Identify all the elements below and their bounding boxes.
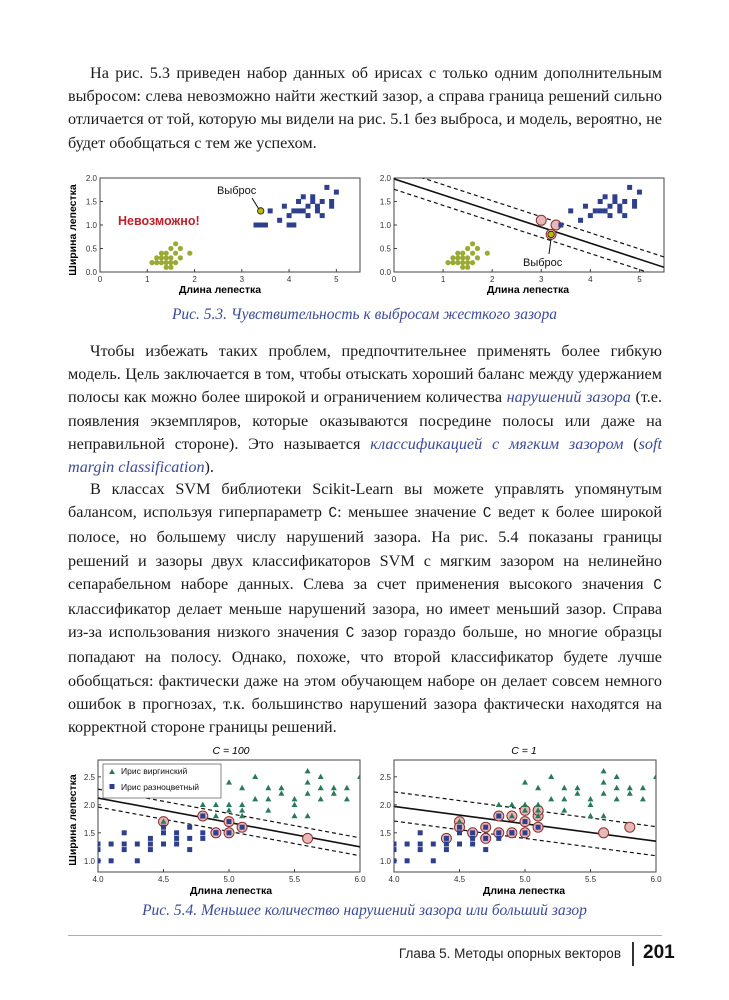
x-tick-label: 5.5 (584, 875, 597, 884)
term-soft-margin: классификацией с мягким зазором (370, 434, 624, 453)
outlier-annotation: Выброс (523, 257, 563, 269)
data-point (622, 199, 627, 204)
data-point (164, 251, 169, 256)
data-point (470, 260, 475, 265)
data-point (617, 208, 622, 213)
data-point (254, 223, 259, 228)
data-point (496, 836, 501, 841)
fig54-left-plot (84, 760, 366, 884)
data-point (334, 190, 339, 195)
paragraph-intro (68, 62, 662, 155)
data-point (161, 842, 166, 847)
data-point (122, 842, 127, 847)
data-point (173, 241, 178, 246)
data-point (598, 208, 603, 213)
data-point (122, 830, 127, 835)
data-point (159, 251, 164, 256)
data-point (418, 847, 423, 852)
footer-separator (632, 942, 634, 966)
data-point (164, 265, 169, 270)
data-point (296, 208, 301, 213)
paragraph-text: зазор гораздо больше, но многие образцы попадают на полосу. Однако, похоже, что второй классификатор будете лучше обобщаться: фактически даже на этом обучающем наборе он делает совсем немного ошибок в прогнозах, т.к. большинство нарушений зазора фактически находятся на корректной стороне границы решений. (68, 623, 662, 737)
data-point (301, 208, 306, 213)
paragraph-text: В классах SVM библиотеки Scikit-Learn вы можете управлять упомянутым балансом, используя гиперпараметр (68, 480, 662, 522)
data-point (291, 208, 296, 213)
paragraph-hyperparameter-c (68, 478, 662, 739)
data-point (418, 842, 423, 847)
data-point (460, 265, 465, 270)
data-point (200, 836, 205, 841)
x-tick-label: 3 (539, 275, 544, 284)
y-tick-label: 1.0 (379, 856, 391, 866)
data-point (568, 208, 573, 213)
data-point (460, 255, 465, 260)
data-point (154, 255, 159, 260)
data-point (135, 842, 140, 847)
data-point (168, 265, 173, 270)
x-tick-label: 4.5 (453, 875, 466, 884)
data-point (558, 223, 563, 228)
data-point (457, 842, 462, 847)
data-point (632, 199, 637, 204)
data-point (418, 830, 423, 835)
data-point (96, 842, 101, 847)
data-point (240, 825, 245, 830)
data-point (465, 255, 470, 260)
footer-chapter-title: Глава 5. Методы опорных векторов (398, 946, 621, 961)
data-point (483, 836, 488, 841)
data-point (536, 825, 541, 830)
data-point (109, 842, 114, 847)
data-point (450, 260, 455, 265)
fig54-x-axis-label-left: Длина лепестка (189, 885, 273, 897)
fig54-y-axis-label: Ширина лепестка (67, 774, 79, 866)
data-point (187, 836, 192, 841)
data-point (483, 825, 488, 830)
data-point (187, 825, 192, 830)
data-point (470, 836, 475, 841)
data-point (324, 185, 329, 190)
data-point (96, 858, 101, 863)
term-margin-violations: нарушений зазора (506, 388, 631, 407)
code-c: C (653, 577, 662, 594)
data-point (496, 814, 501, 819)
data-point (612, 199, 617, 204)
y-tick-label: 1.5 (83, 828, 95, 838)
data-point (135, 858, 140, 863)
data-point (178, 255, 183, 260)
data-point (431, 858, 436, 863)
x-tick-label: 1 (440, 275, 446, 284)
data-point (608, 204, 613, 209)
x-tick-label: 0 (97, 275, 103, 284)
data-point (268, 208, 273, 213)
paragraph-text: Чтобы избежать таких проблем, предпочтительнее применять более гибкую модель. Цель заключается в том, чтобы отыскать хороший баланс между удержанием полосы как можно более широкой и ограничением количества (68, 342, 662, 407)
x-tick-label: 5 (334, 275, 339, 284)
data-point (460, 260, 465, 265)
data-point (227, 819, 232, 824)
data-point (173, 251, 178, 256)
support-vector (303, 833, 313, 843)
figure-5-4-caption: Рис. 5.4. Меньшее количество нарушений зазора или больший зазор (142, 902, 587, 919)
impossible-annotation: Невозможно! (118, 214, 200, 228)
y-tick-label: 1.0 (379, 221, 391, 230)
data-point (187, 847, 192, 852)
data-point (263, 223, 268, 228)
x-tick-label: 0 (391, 275, 397, 284)
data-point (96, 847, 101, 852)
data-point (161, 825, 166, 830)
y-tick-label: 2.0 (379, 174, 391, 183)
data-point (315, 204, 320, 209)
data-point (310, 199, 315, 204)
fig53-x-axis-label-right: Длина лепестка (486, 284, 570, 296)
data-point (109, 858, 114, 863)
x-tick-label: 1 (145, 275, 150, 284)
data-point (431, 842, 436, 847)
paragraph-text: (т.е. появления экземпляров, которые оказываются посредине полосы или даже на неправильной стороне). Это называется (68, 388, 662, 453)
y-tick-label: 0.0 (379, 268, 391, 277)
data-point (632, 204, 637, 209)
data-point (291, 223, 296, 228)
data-point (465, 265, 470, 270)
x-tick-label: 4.0 (388, 875, 400, 884)
x-tick-label: 5 (637, 275, 642, 284)
legend-virginica-label: Ирис виргинский (121, 766, 188, 776)
data-point (329, 199, 334, 204)
y-tick-label: 0.5 (85, 244, 97, 254)
data-point (178, 246, 183, 251)
y-tick-label: 1.5 (379, 197, 391, 207)
page-number: 201 (643, 942, 675, 963)
data-point (174, 830, 179, 835)
data-point (405, 842, 410, 847)
paragraph-text: ). (204, 458, 214, 477)
data-point (578, 218, 583, 223)
figure-5-3 (0, 170, 729, 310)
y-tick-label: 2.0 (85, 174, 97, 183)
data-point (148, 836, 153, 841)
paragraph-text: На рис. 5.3 приведен набор данных об ирисах с только одним дополнительным выбросом: слева невозможно найти жесткий зазор, а справа граница решений сильно отличается от той, которую мы видели на рис. 5.1 без выброса, и модель, вероятно, не будет обобщаться с тем же успехом. (68, 64, 662, 152)
data-point (315, 208, 320, 213)
data-point (548, 231, 554, 237)
data-point (470, 251, 475, 256)
y-tick-label: 0.0 (85, 268, 97, 277)
data-point (310, 194, 315, 199)
figure-5-4 (0, 742, 729, 902)
data-point (444, 847, 449, 852)
y-tick-label: 1.5 (379, 828, 391, 838)
data-point (168, 246, 173, 251)
data-point (475, 255, 480, 260)
paragraph-soft-margin (68, 340, 662, 479)
data-point (287, 223, 292, 228)
data-point (485, 251, 490, 256)
term-soft-margin-en: soft margin classification (68, 434, 663, 477)
data-point (320, 199, 325, 204)
data-point (159, 255, 164, 260)
data-point (523, 819, 528, 824)
paragraph-text: ( (623, 434, 639, 453)
fig54-right-plot (380, 760, 662, 884)
data-point (306, 204, 311, 209)
x-tick-label: 5.0 (519, 875, 531, 884)
data-point (213, 830, 218, 835)
data-point (168, 255, 173, 260)
data-point (148, 847, 153, 852)
support-vector (625, 822, 635, 832)
fig53-left-plot (86, 174, 360, 284)
data-point (164, 255, 169, 260)
data-point (523, 830, 528, 835)
support-vector (599, 828, 609, 838)
data-point (392, 847, 397, 852)
y-tick-label: 1.0 (83, 856, 95, 866)
fig53-x-axis-label-left: Длина лепестка (178, 284, 262, 296)
code-c: C (482, 506, 492, 523)
data-point (483, 847, 488, 852)
data-point (174, 842, 179, 847)
paragraph-text: : меньшее значение (337, 503, 483, 522)
data-point (227, 830, 232, 835)
data-point (444, 842, 449, 847)
data-point (149, 260, 154, 265)
x-tick-label: 2 (192, 275, 197, 284)
data-point (445, 260, 450, 265)
data-point (465, 260, 470, 265)
fig53-right-plot (380, 169, 664, 284)
code-c: C (345, 626, 355, 643)
data-point (627, 185, 632, 190)
data-point (320, 213, 325, 218)
data-point (470, 830, 475, 835)
data-point (593, 208, 598, 213)
data-point (287, 213, 292, 218)
x-tick-label: 5.0 (223, 875, 235, 884)
data-point (168, 260, 173, 265)
data-point (301, 194, 306, 199)
footer-divider (68, 935, 662, 936)
fig53-y-axis-label: Ширина лепестка (67, 184, 79, 276)
x-tick-label: 2 (489, 275, 495, 284)
code-c: C (328, 506, 338, 523)
data-point (475, 246, 480, 251)
data-point (603, 194, 608, 199)
x-tick-label: 4 (588, 275, 593, 284)
legend-versicolor-marker (110, 784, 115, 789)
figure-5-3-caption: Рис. 5.3. Чувствительность к выбросам жесткого зазора (171, 306, 558, 323)
data-point (637, 190, 642, 195)
data-point (392, 858, 397, 863)
data-point (470, 842, 475, 847)
paragraph-text: ведет к более широкой полосе, но большему числу нарушений зазора. На рис. 5.4 показаны границы решений и зазоры двух классификаторов SVM с мягким зазором на нелинейно сепарабельном наборе данных. Слева за счет применения высокого значения (68, 503, 662, 593)
support-vector (536, 215, 546, 225)
data-point (174, 836, 179, 841)
y-tick-label: 1.0 (85, 221, 97, 230)
outlier-annotation: Выброс (217, 185, 257, 197)
x-tick-label: 3 (239, 275, 245, 284)
x-tick-label: 4.0 (92, 875, 104, 884)
data-point (598, 199, 603, 204)
x-tick-label: 4 (286, 275, 292, 284)
data-point (154, 260, 159, 265)
data-point (450, 255, 455, 260)
x-tick-label: 6.0 (354, 875, 366, 884)
data-point (460, 251, 465, 256)
data-point (200, 814, 205, 819)
fig54-title-left: C = 100 (212, 745, 250, 757)
data-point (612, 194, 617, 199)
x-tick-label: 6.0 (650, 875, 662, 884)
data-point (603, 208, 608, 213)
data-point (200, 830, 205, 835)
y-tick-label: 2.0 (83, 800, 95, 810)
data-point (329, 204, 334, 209)
y-tick-label: 2.0 (379, 800, 391, 810)
data-point (509, 830, 514, 835)
y-tick-label: 1.5 (85, 197, 97, 207)
data-point (617, 204, 622, 209)
data-point (455, 260, 460, 265)
data-point (457, 830, 462, 835)
data-point (405, 858, 410, 863)
paragraph-text: классификатор делает меньше нарушений зазора, но имеет меньший зазор. Справа из-за использования низкого значения (68, 600, 662, 642)
data-point (583, 204, 588, 209)
data-point (457, 825, 462, 830)
data-point (187, 251, 192, 256)
data-point (455, 255, 460, 260)
data-point (306, 213, 311, 218)
data-point (296, 199, 301, 204)
data-point (282, 204, 287, 209)
data-point (608, 213, 613, 218)
data-point (392, 842, 397, 847)
x-tick-label: 5.5 (288, 875, 301, 884)
data-point (148, 842, 153, 847)
data-point (173, 260, 178, 265)
data-point (159, 260, 164, 265)
data-point (444, 836, 449, 841)
data-point (588, 213, 593, 218)
fig54-x-axis-label-right: Длина лепестка (482, 885, 566, 897)
data-point (161, 830, 166, 835)
x-tick-label: 4.5 (157, 875, 170, 884)
y-tick-label: 0.5 (379, 244, 391, 254)
y-tick-label: 2.5 (379, 772, 391, 782)
data-point (622, 213, 627, 218)
data-point (277, 218, 282, 223)
fig54-title-right: C = 1 (511, 745, 537, 757)
data-point (496, 830, 501, 835)
legend-versicolor-label: Ирис разноцветный (121, 782, 200, 792)
data-point (122, 847, 127, 852)
data-point (455, 251, 460, 256)
data-point (465, 246, 470, 251)
data-point (258, 223, 263, 228)
data-point (470, 241, 475, 246)
data-point (164, 260, 169, 265)
y-tick-label: 2.5 (83, 772, 95, 782)
